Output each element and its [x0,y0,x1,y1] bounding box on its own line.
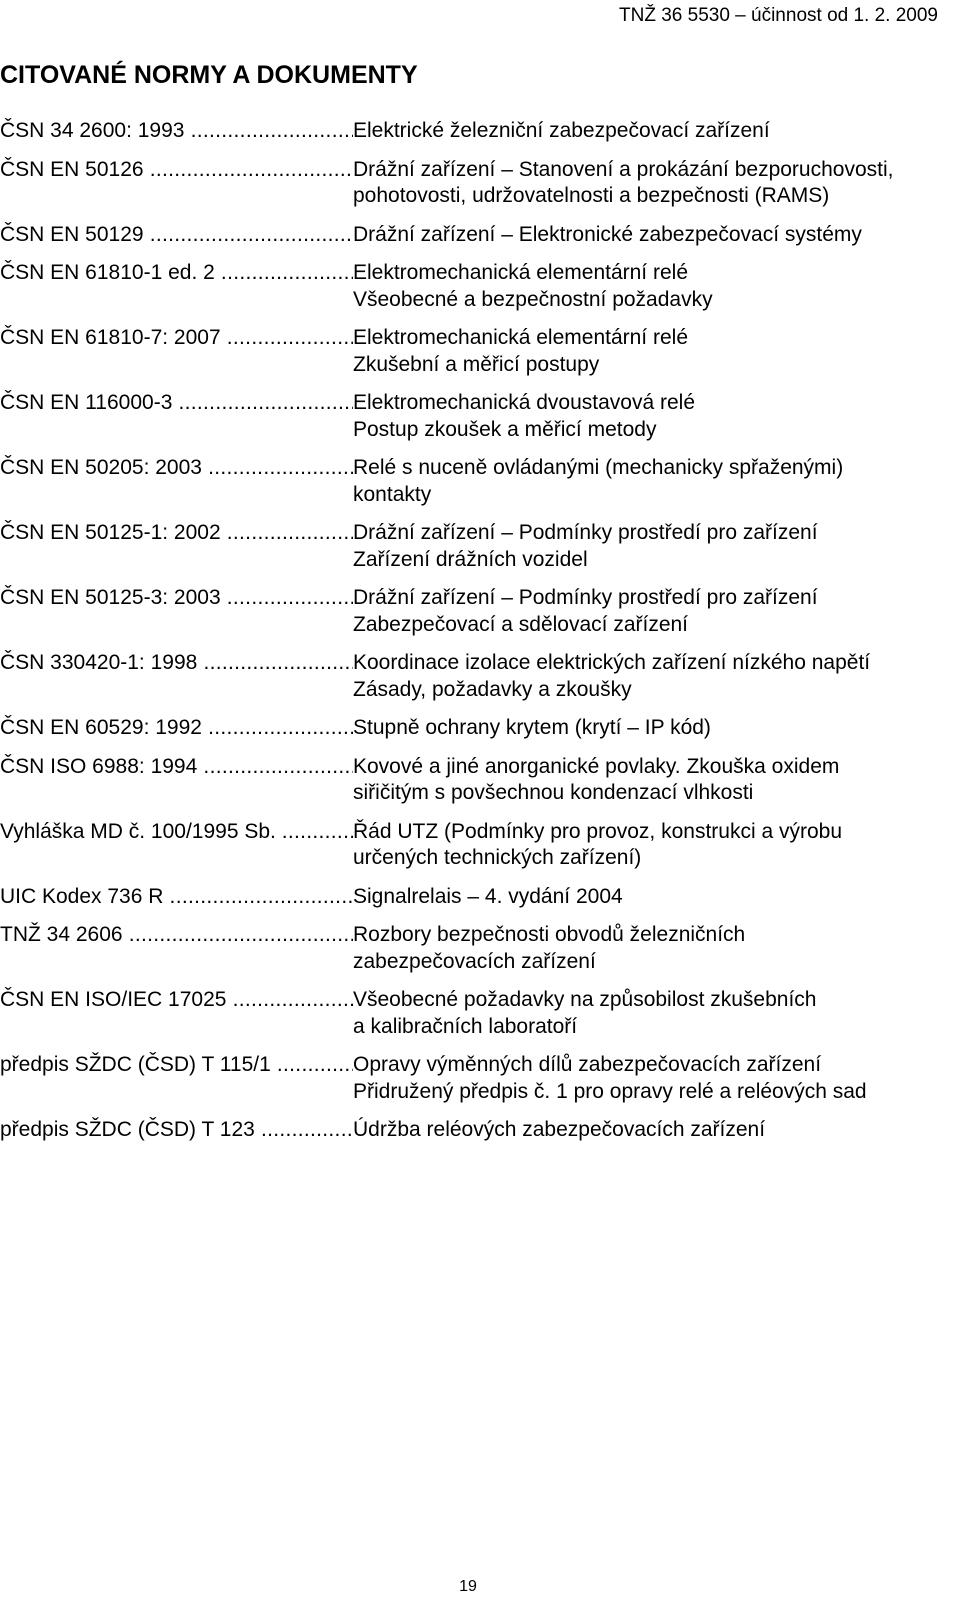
reference-title-line: Signalrelais – 4. vydání 2004 [353,884,623,908]
reference-row [0,118,950,145]
reference-title-line: Zásady, požadavky a zkoušky [353,677,632,701]
reference-title-line: Elektromechanická dvoustavová relé [353,391,696,414]
reference-row [0,455,950,508]
reference-code: ČSN EN 60529: 1992 ..... [0,715,353,742]
reference-row [0,922,950,975]
reference-row [0,157,950,210]
reference-title-line: Zabezpečovací a sdělovací zařízení [353,612,689,636]
reference-row [0,585,950,638]
reference-title [353,650,950,703]
reference-title-line: Drážní zařízení – Podmínky prostředí pro zařízení [353,521,818,544]
reference-title [353,987,950,1040]
reference-title [353,1117,950,1144]
reference-code: ČSN EN 50129 ..... [0,222,353,249]
reference-title [353,819,950,872]
reference-title [353,520,950,573]
reference-title [353,754,950,807]
reference-title-line: Řád UTZ (Podmínky pro provoz, konstrukci a výrobu [353,819,843,843]
reference-row [0,1117,950,1144]
reference-title-line: Všeobecné požadavky na způsobilost zkušebních [353,988,817,1011]
reference-title [353,455,950,508]
reference-code: ČSN EN 61810-1 ed. 2 ..... [0,260,353,313]
reference-title-line: Všeobecné a bezpečnostní požadavky [353,287,713,311]
reference-title-line: Elektrické železniční zabezpečovací zařízení [353,119,770,142]
reference-title-line: Stupně ochrany krytem (krytí – IP kód) [353,716,711,739]
reference-code: ČSN EN 50125-3: 2003 ..... [0,585,353,638]
reference-row [0,520,950,573]
reference-title-line: Údržba reléových zabezpečovacích zařízení [353,1118,766,1141]
reference-title [353,118,950,145]
reference-list [0,118,950,1156]
page-title: CITOVANÉ NORMY A DOKUMENTY [0,61,418,89]
reference-title [353,325,950,378]
reference-row [0,325,950,378]
reference-title [353,222,950,249]
reference-title-line: Relé s nuceně ovládanými (mechanicky spřaženými) [353,456,844,479]
reference-row [0,222,950,249]
reference-code: ČSN EN ISO/IEC 17025 ..... [0,987,353,1040]
reference-title-line: Drážní zařízení – Elektronické zabezpečovací systémy [353,222,862,246]
reference-code: předpis SŽDC (ČSD) T 123 ..... [0,1117,353,1144]
reference-title [353,390,950,443]
reference-code: předpis SŽDC (ČSD) T 115/1 ..... [0,1052,353,1105]
reference-title-line: Kovové a jiné anorganické povlaky. Zkouška oxidem [353,754,840,778]
reference-row [0,1052,950,1105]
reference-row [0,754,950,807]
reference-title-line: Zařízení drážních vozidel [353,547,588,571]
reference-code: UIC Kodex 736 R ..... [0,884,353,911]
reference-code: ČSN 330420-1: 1998 ..... [0,650,353,703]
reference-row [0,819,950,872]
reference-title-line: kontakty [353,482,432,506]
reference-code: ČSN EN 50205: 2003 ..... [0,455,353,508]
reference-title-line: Drážní zařízení – Stanovení a prokázání bezporuchovosti, [353,157,894,181]
reference-title [353,884,950,911]
reference-title-line: Přidružený předpis č. 1 pro opravy relé a reléových sad [353,1079,867,1103]
reference-title [353,585,950,638]
page-number: 19 [459,1578,477,1595]
reference-row [0,260,950,313]
reference-code: Vyhláška MD č. 100/1995 Sb. ..... [0,819,353,872]
reference-row [0,715,950,742]
reference-title-line: Koordinace izolace elektrických zařízení nízkého napětí [353,651,871,674]
reference-title-line: Elektromechanická elementární relé [353,261,688,284]
reference-title-line: Drážní zařízení – Podmínky prostředí pro zařízení [353,586,818,609]
reference-title-line: Zkušební a měřicí postupy [353,352,600,376]
reference-title-line: pohotovosti, udržovatelnosti a bezpečnosti (RAMS) [353,184,830,207]
reference-title [353,1052,950,1105]
reference-title [353,922,950,975]
reference-row [0,390,950,443]
reference-row [0,650,950,703]
reference-title-line: zabezpečovacích zařízení [353,949,596,973]
reference-title [353,715,950,742]
reference-code: ČSN ISO 6988: 1994 ..... [0,754,353,807]
reference-title [353,157,950,210]
reference-code: ČSN EN 116000-3 ..... [0,390,353,443]
reference-title [353,260,950,313]
page-header: TNŽ 36 5530 – účinnost od 1. 2. 2009 [619,5,938,26]
reference-title-line: Elektromechanická elementární relé [353,326,688,349]
reference-code: TNŽ 34 2606 ..... [0,922,353,975]
reference-code: ČSN EN 50126 ..... [0,157,353,210]
reference-title-line: a kalibračních laboratoří [353,1014,578,1038]
reference-code: ČSN EN 61810-7: 2007 ..... [0,325,353,378]
reference-title-line: siřičitým s povšechnou kondenzací vlhkosti [353,781,754,804]
reference-row [0,884,950,911]
reference-title-line: Rozbory bezpečnosti obvodů železničních [353,923,746,946]
reference-code: ČSN EN 50125-1: 2002 ..... [0,520,353,573]
reference-title-line: určených technických zařízení) [353,846,642,869]
reference-title-line: Postup zkoušek a měřicí metody [353,417,657,441]
reference-row [0,987,950,1040]
reference-title-line: Opravy výměnných dílů zabezpečovacích zařízení [353,1053,822,1076]
reference-code: ČSN 34 2600: 1993 ..... [0,118,353,145]
